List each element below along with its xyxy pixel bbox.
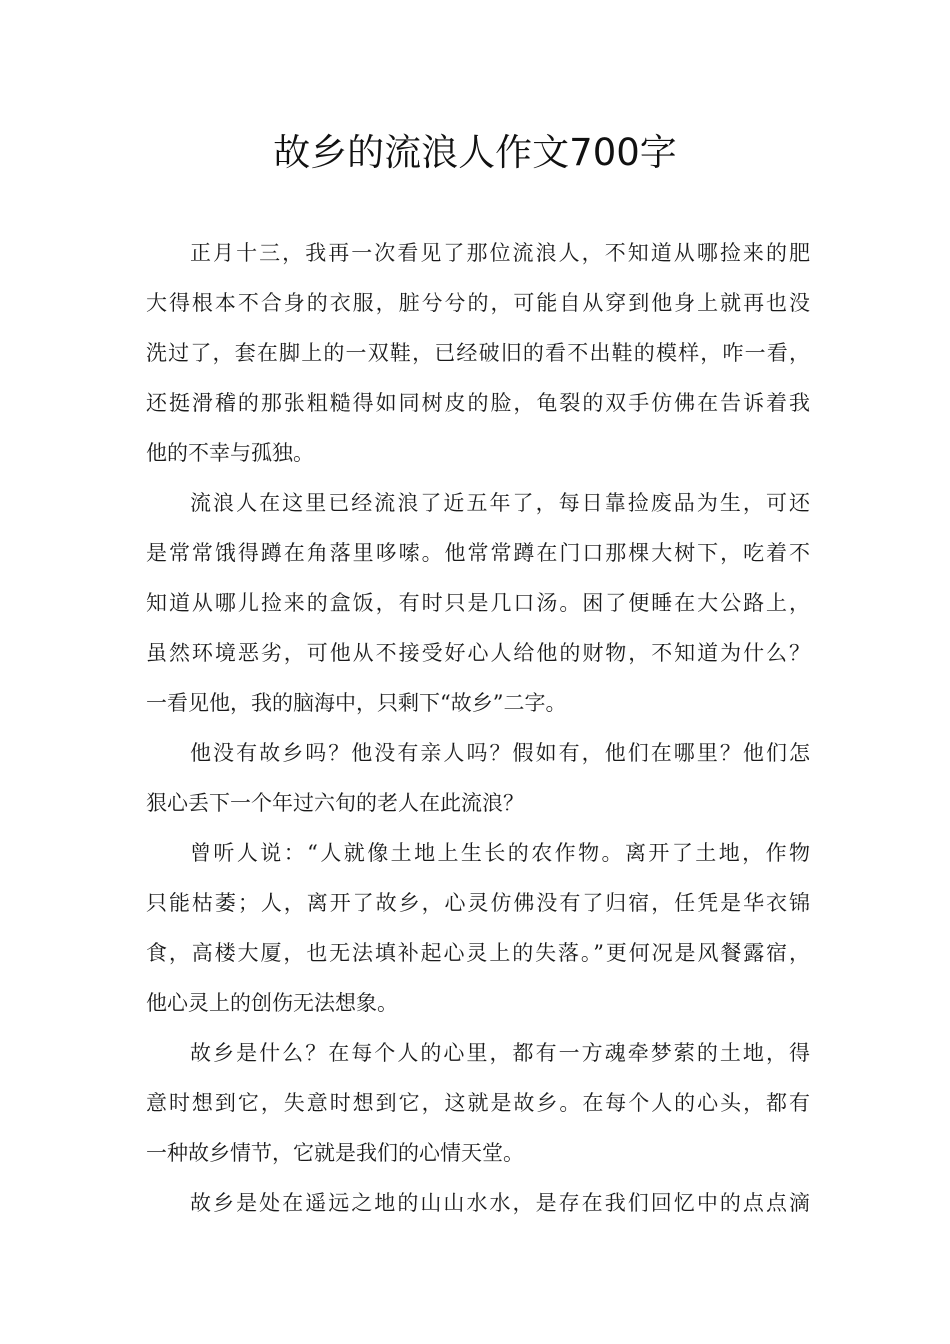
document-body: [146, 228, 810, 1228]
document-title: 故乡的流浪人作文700字: [273, 131, 677, 174]
body-line: 他没有故乡吗？他没有亲人吗？假如有，他们在哪里？他们怎: [190, 741, 810, 765]
body-line: 一看见他，我的脑海中，只剩下“故乡”二字。: [146, 691, 567, 715]
body-line: 意时想到它，失意时想到它，这就是故乡。在每个人的心头，都有: [146, 1091, 810, 1115]
body-line: 洗过了，套在脚上的一双鞋，已经破旧的看不出鞋的模样，咋一看，: [146, 341, 810, 365]
body-line: 只能枯萎；人，离开了故乡，心灵仿佛没有了归宿，任凭是华衣锦: [146, 891, 810, 915]
body-line: 狠心丢下一个年过六旬的老人在此流浪？: [146, 791, 524, 815]
body-line: 食，高楼大厦，也无法填补起心灵上的失落。”更何况是风餐露宿，: [146, 941, 810, 965]
body-line: 知道从哪儿捡来的盒饭，有时只是几口汤。困了便睡在大公路上，: [146, 591, 810, 615]
body-line: 他的不幸与孤独。: [146, 441, 314, 465]
body-line: 虽然环境恶劣，可他从不接受好心人给他的财物，不知道为什么？: [146, 641, 810, 665]
body-line: 他心灵上的创伤无法想象。: [146, 991, 398, 1015]
body-line: 正月十三，我再一次看见了那位流浪人，不知道从哪捡来的肥: [190, 241, 810, 265]
body-line: 是常常饿得蹲在角落里哆嗦。他常常蹲在门口那棵大树下，吃着不: [146, 541, 810, 565]
body-line: 故乡是处在遥远之地的山山水水，是存在我们回忆中的点点滴: [190, 1191, 810, 1215]
body-line: 曾听人说：“人就像土地上生长的农作物。离开了土地，作物: [190, 841, 810, 865]
body-line: 一种故乡情节，它就是我们的心情天堂。: [146, 1141, 524, 1165]
body-line: 大得根本不合身的衣服，脏兮兮的，可能自从穿到他身上就再也没: [146, 291, 810, 315]
body-line: 还挺滑稽的那张粗糙得如同树皮的脸，龟裂的双手仿佛在告诉着我: [146, 391, 810, 415]
body-line: 流浪人在这里已经流浪了近五年了，每日靠捡废品为生，可还: [190, 491, 810, 515]
body-line: 故乡是什么？在每个人的心里，都有一方魂牵梦萦的土地，得: [190, 1041, 810, 1065]
